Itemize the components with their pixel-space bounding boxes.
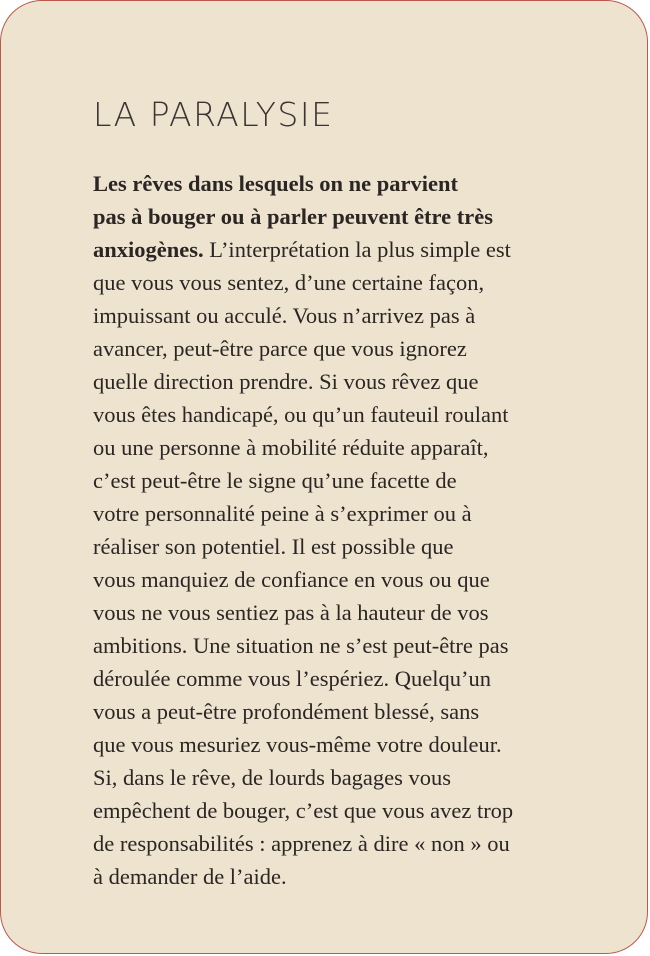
body-line	[93, 398, 563, 431]
card-body	[93, 167, 563, 893]
body-line-bold: pas à bouger ou à parler peuvent être très	[93, 204, 493, 229]
body-line	[93, 662, 563, 695]
body-line-text: empêchent de bouger, c’est que vous avez trop	[93, 798, 514, 823]
body-line	[93, 497, 563, 530]
body-line-text: vous ne vous sentiez pas à la hauteur de vos	[93, 600, 489, 625]
body-line-text: impuissant ou acculé. Vous n’arrivez pas à	[93, 303, 476, 328]
body-line-text: réaliser son potentiel. Il est possible que	[93, 534, 454, 559]
body-line-text: c’est peut-être le signe qu’une facette de	[93, 468, 457, 493]
body-line-text: vous êtes handicapé, ou qu’un fauteuil roulant	[93, 402, 509, 427]
body-line	[93, 200, 563, 233]
body-line-text: ou une personne à mobilité réduite apparaît,	[93, 435, 489, 460]
body-line-bold: anxiogènes.	[93, 237, 204, 262]
body-line-text: à demander de l’aide.	[93, 864, 287, 889]
body-line-text: vous manquiez de confiance en vous ou que	[93, 567, 490, 592]
body-line	[93, 761, 563, 794]
body-line	[93, 464, 563, 497]
body-line-text: Si, dans le rêve, de lourds bagages vous	[93, 765, 452, 790]
body-line-text: avancer, peut-être parce que vous ignorez	[93, 336, 467, 361]
body-line	[93, 827, 563, 860]
body-line	[93, 431, 563, 464]
body-line	[93, 563, 563, 596]
body-line	[93, 233, 563, 266]
body-line-text: votre personnalité peine à s’exprimer ou à	[93, 501, 472, 526]
card-title: LA PARALYSIE	[93, 95, 334, 134]
body-line-text: que vous mesuriez vous-même votre douleur.	[93, 732, 502, 757]
body-line	[93, 629, 563, 662]
body-line	[93, 299, 563, 332]
body-line	[93, 332, 563, 365]
body-line	[93, 596, 563, 629]
body-line	[93, 266, 563, 299]
body-line-text: L’interprétation la plus simple est	[203, 237, 511, 262]
body-line	[93, 530, 563, 563]
body-line-text: que vous vous sentez, d’une certaine façon,	[93, 270, 485, 295]
body-line-bold: Les rêves dans lesquels on ne parvient	[93, 171, 459, 196]
body-line	[93, 860, 563, 893]
body-line	[93, 167, 563, 200]
body-line	[93, 365, 563, 398]
body-line-text: déroulée comme vous l’espériez. Quelqu’un	[93, 666, 491, 691]
body-line-text: quelle direction prendre. Si vous rêvez que	[93, 369, 479, 394]
body-line-text: vous a peut-être profondément blessé, sans	[93, 699, 480, 724]
body-line-text: ambitions. Une situation ne s’est peut-être pas	[93, 633, 509, 658]
body-line	[93, 794, 563, 827]
body-line-text: de responsabilités : apprenez à dire « non » ou	[93, 831, 510, 856]
body-line	[93, 728, 563, 761]
body-line	[93, 695, 563, 728]
